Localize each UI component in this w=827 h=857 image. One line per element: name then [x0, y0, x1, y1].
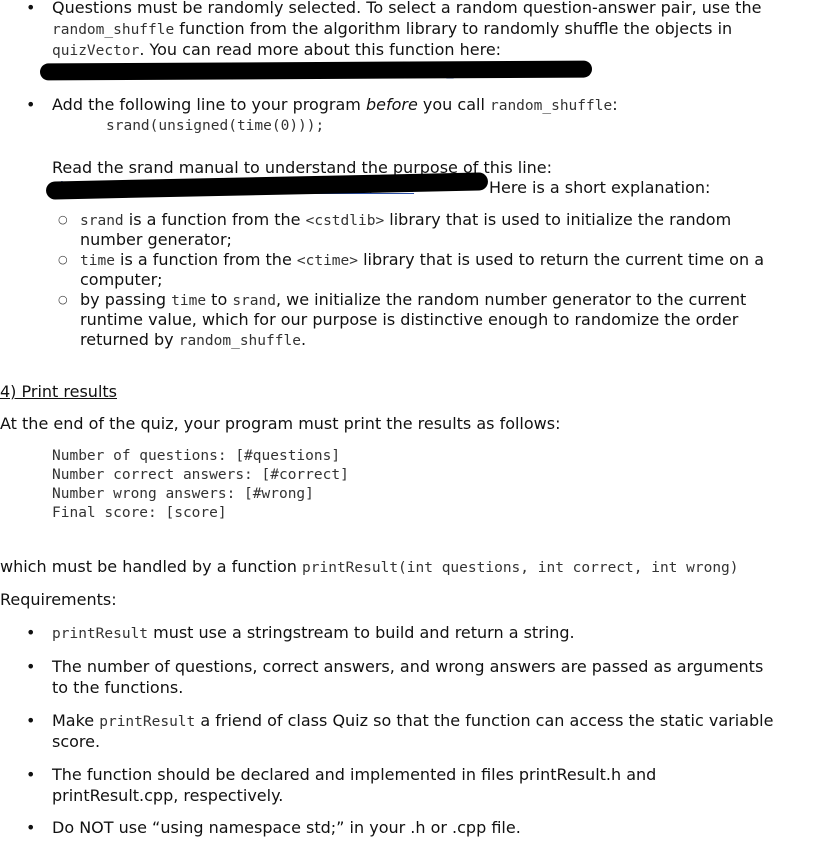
output-line-score: Final score: [score]: [52, 505, 227, 521]
redaction-mark: [40, 61, 592, 81]
sub-bullet-srand-line1: [80, 210, 731, 231]
code-quizvector: quizVector: [52, 43, 140, 59]
output-line-wrong: Number wrong answers: [#wrong]: [52, 486, 314, 502]
requirement-files-line2: printResult.cpp, respectively.: [52, 786, 284, 805]
sub-bullet-passing-line1: [80, 290, 746, 311]
text-fragment: by passing: [80, 290, 172, 309]
handled-by-function-line: [0, 557, 739, 578]
requirements-label: Requirements:: [0, 590, 117, 609]
requirement-no-namespace: Do NOT use “using namespace std;” in your .h or .cpp file.: [52, 818, 521, 837]
text-fragment: to: [206, 290, 233, 309]
text-fragment: library that is used to return the current time on a: [357, 250, 764, 269]
text-fragment: which must be handled by a function: [0, 557, 303, 576]
code-random-shuffle: random_shuffle: [178, 333, 301, 349]
bullet-random-selection-line3: [52, 40, 501, 61]
sub-bullet-circle: ○: [58, 213, 68, 226]
sub-bullet-passing-line2: runtime value, which for our purpose is distinctive enough to randomize the order: [80, 310, 739, 329]
bullet-random-selection-line2: [52, 19, 732, 40]
code-printresult-signature: printResult(int questions, int correct, int wrong): [302, 560, 739, 576]
bullet-dot: •: [26, 765, 36, 784]
text-fragment: Add the following line to your program: [52, 95, 366, 114]
bullet-dot: •: [26, 623, 36, 642]
short-explanation-label: Here is a short explanation:: [489, 178, 711, 197]
sub-bullet-circle: ○: [58, 253, 68, 266]
requirement-stringstream: [52, 623, 575, 644]
bullet-dot: •: [26, 818, 36, 837]
text-fragment: function from the algorithm library to randomly shuffle the objects in: [174, 19, 733, 38]
requirement-friend-line2: score.: [52, 732, 101, 751]
code-random-shuffle: random_shuffle: [52, 22, 175, 38]
text-fragment: . You can read more about this function here:: [139, 40, 502, 59]
code-random-shuffle: random_shuffle: [489, 98, 613, 114]
code-srand: srand: [80, 213, 124, 229]
bullet-dot: •: [26, 711, 36, 730]
text-fragment: you call: [417, 95, 490, 114]
bullet-dot: •: [26, 0, 36, 17]
text-fragment: returned by: [80, 330, 179, 349]
code-printresult: printResult: [52, 626, 149, 642]
output-line-questions: Number of questions: [#questions]: [52, 448, 341, 464]
output-line-correct: Number correct answers: [#correct]: [52, 467, 349, 483]
sub-bullet-circle: ○: [58, 293, 68, 306]
text-fragment: must use a stringstream to build and return a string.: [148, 623, 575, 642]
text-fragment: library that is used to initialize the random: [384, 210, 732, 229]
bullet-dot: •: [26, 95, 36, 114]
text-fragment: Make: [52, 711, 100, 730]
code-cstdlib: <cstdlib>: [305, 213, 385, 229]
text-fragment: :: [612, 95, 618, 114]
section-intro: At the end of the quiz, your program must print the results as follows:: [0, 414, 561, 433]
emphasis-before: before: [365, 95, 418, 114]
code-time: time: [171, 293, 207, 309]
code-ctime: <ctime>: [296, 253, 358, 269]
bullet-random-selection-line1: Questions must be randomly selected. To select a random question-answer pair, use the: [52, 0, 762, 17]
requirement-files-line1: The function should be declared and implemented in files printResult.h and: [52, 765, 657, 784]
bullet-dot: •: [26, 657, 36, 676]
text-fragment: is a function from the: [114, 250, 297, 269]
text-fragment: , we initialize the random number generator to the current: [275, 290, 747, 309]
code-srand-line: srand(unsigned(time(0)));: [106, 118, 325, 134]
sub-bullet-passing-line3: [80, 330, 306, 351]
requirement-arguments-line2: to the functions.: [52, 678, 184, 697]
text-fragment: .: [300, 330, 307, 349]
sub-bullet-srand-line2: number generator;: [80, 230, 232, 249]
sub-bullet-time-line2: computer;: [80, 270, 163, 289]
section-heading-print-results: 4) Print results: [0, 382, 117, 401]
requirement-arguments-line1: The number of questions, correct answers, and wrong answers are passed as arguments: [52, 657, 764, 676]
code-printresult: printResult: [99, 714, 196, 730]
bullet-srand-instruction: [52, 95, 618, 116]
code-time: time: [80, 253, 115, 269]
sub-bullet-time-line1: [80, 250, 764, 271]
text-fragment: is a function from the: [123, 210, 306, 229]
text-fragment: a friend of class Quiz so that the function can access the static variable: [195, 711, 774, 730]
read-srand-manual-text: Read the srand manual to understand the purpose of this line:: [52, 158, 553, 177]
requirement-friend-line1: [52, 711, 773, 732]
code-srand: srand: [232, 293, 276, 309]
